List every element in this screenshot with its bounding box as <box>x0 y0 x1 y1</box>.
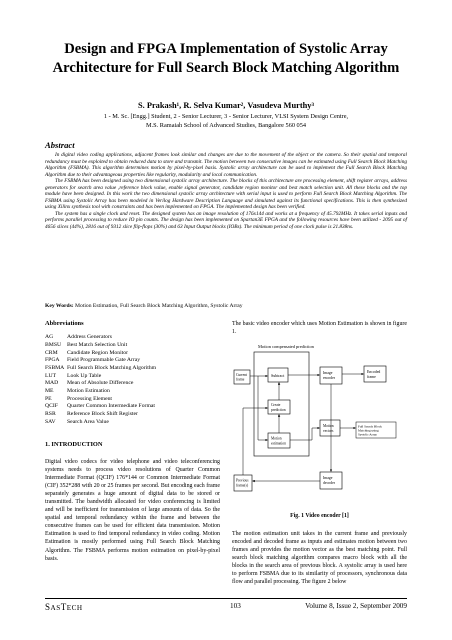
abbreviation-value: Address Generators <box>67 334 113 341</box>
subtract-label: Subtract <box>271 373 285 378</box>
abbreviation-row <box>45 365 156 373</box>
mcp-label: Motion compensated prediction <box>258 344 314 349</box>
affiliation-line-1: 1 - M. Sc. [Engg.] Student, 2 - Senior Lecturer, 3 - Senior Lecturer, VLSI System Design Centre, <box>103 113 349 120</box>
figure-caption: Fig. 1 Video encoder [1] <box>290 513 349 519</box>
right-column-body-text: The motion estimation unit takes in the current frame and previously encoded and decoded frame as inputs and estimates motion between two frames and provides the motion vector as the best matching point. Full search block matching algorithm compares macro block with all the blocks in the search area of previous block. A systolic array is used here to perform FSBMA due to its similarity of processors, synchronous data flow and parallel processing. The figure 2 below <box>232 531 407 586</box>
abbreviation-key: CRM <box>45 349 58 356</box>
annotation-line-2: Matching using <box>358 428 379 433</box>
current-frame-label-2: frame <box>236 377 245 382</box>
abbreviation-row <box>45 380 156 388</box>
abbreviation-value: Search Area Value <box>67 418 109 425</box>
introduction-text: Digital video codecs for video telephone and video teleconferencing systems needs to process video resolutions of Quarter Common Intermediate Format (QCIF) 176*144 or Common Intermediate Format (CIF) 352*288 with 20 or 25 frames per second. But encoding each frame separately generates a huge amount of digital data to be stored or transmitted. The bandwidth allocated for video conferencing is limited and will be inefficient for transmission of large amounts of data. So the spatial and temporal redundancy within the frame and between the consecutive frames can be used for efficient data transmission. Motion Estimation is used to find temporal redundancy in video coding. Motion Estimation is mostly performed using Full Search Block Matching Algorithm. The FSBMA performs motion estimation on pixel-by-pixel basis. <box>45 459 220 562</box>
abstract-paragraph-1: In digital video coding applications, adjacent frames look similar and changes are due to the movement of the object or the camera. So their spatial and temporal redundancy must be exploited to obtain reduced data to store and transmit. The motion between two consecutive images can be estimated using Full Search Block Matching Algorithm (FSBMA). This algorithm determines motion by pixel-by-pixel basis. Systolic array architecture can be used to implement the Full Search Block Matching Algorithm due to their advantageous properties like regularity, modularity and local communication. <box>45 152 407 178</box>
image-decoder-label-1: Image <box>323 476 333 480</box>
page-number: 103 <box>230 602 241 610</box>
journal-name: SASTECH <box>45 602 83 612</box>
abbreviation-value: Motion Estimation <box>67 388 110 395</box>
create-prediction-label-1: Create <box>271 403 281 407</box>
abbreviation-value: Mean of Absolute Difference <box>67 380 134 387</box>
introduction-heading: 1. INTRODUCTION <box>45 441 103 448</box>
abbreviation-value: Field Programmable Gate Array <box>67 357 141 364</box>
image-decoder-label-2: decoder <box>323 481 336 485</box>
abbreviations-table <box>45 334 156 426</box>
abstract-paragraph-2: The FSBMA has been designed using two dimensional systolic array architecture. The blocks of this architecture are processing element, shift register arrays, address generators for search area value ,reference block value, enable signal generator, candidate region monitor and best match selection unit. All these blocks and the top module have been designed. In this work the two dimensional systolic array architecture with serial input is used to perform Full Search Block Matching Algorithm. The FSBMA using Systolic Array has been modeled in Verilog Hardware Description Language and simulated against its functional specifications. This is then synthesized using Xilinx synthesis tool with constraints and has been implemented on FPGA. The implemented design has been verified. <box>45 178 407 211</box>
keywords-label: Key Words: <box>45 303 74 309</box>
previous-frames-label-2: frame(s) <box>236 483 249 488</box>
annotation-line-3: Systolic Array <box>358 432 377 437</box>
abbreviation-value: Quarter Common Intermediate Format <box>67 403 155 410</box>
image-encoder-label-1: Image <box>323 371 333 375</box>
abbreviation-row <box>45 342 156 350</box>
abbreviation-key: FSBMA <box>45 364 65 371</box>
abbreviation-row <box>45 388 156 396</box>
encoded-frame-box <box>364 366 386 382</box>
annotation-line-1: Full Search Block <box>358 424 382 429</box>
abbreviations-section <box>45 320 220 427</box>
keywords <box>45 303 407 310</box>
image-encoder-label-2: encoder <box>323 376 336 380</box>
abbreviation-row <box>45 396 156 404</box>
abbreviation-key: LUT <box>45 372 57 379</box>
create-prediction-label-2: prediction <box>271 408 286 412</box>
author-list: S. Prakash¹, R. Selva Kumar², Vasudeva Murthy³ <box>138 101 314 110</box>
abbreviation-value: Best Match Selection Unit <box>67 341 128 348</box>
abbreviation-row <box>45 350 156 358</box>
footer-rule <box>45 598 407 599</box>
abbreviation-key: AG <box>45 334 54 341</box>
abbreviation-key: PE <box>45 395 52 402</box>
abbreviation-key: FPGA <box>45 357 60 364</box>
motion-estimation-label-1: Motion <box>271 436 282 441</box>
encoded-frame-label-2: frame <box>367 375 376 379</box>
abbreviation-key: QCIF <box>45 403 58 410</box>
abbreviation-key: ME <box>45 388 54 395</box>
paper-title: Design and FPGA Implementation of Systolic Array Architecture for Full Search Block Matching Algorithm <box>52 41 400 76</box>
abstract-body <box>45 152 407 231</box>
motion-vectors-label-1: Motion <box>323 424 334 428</box>
motion-vectors-box <box>320 420 340 436</box>
motion-estimation-box <box>268 433 290 448</box>
abbreviation-key: MAD <box>45 380 59 387</box>
abstract-heading: Abstract <box>45 140 75 150</box>
figure-intro-text: The basic video encoder which uses Motion Estimation is shown in figure 1. <box>232 321 407 336</box>
abbreviation-value: Processing Element <box>67 395 113 402</box>
abbreviation-key: SAV <box>45 418 56 425</box>
motion-estimation-label-2: estimation <box>271 441 286 446</box>
abbreviation-value: Look Up Table <box>67 372 102 379</box>
current-frame-label-1: Current <box>236 373 247 377</box>
video-encoder-diagram <box>232 340 407 510</box>
motion-vectors-label-2: vectors <box>323 429 334 433</box>
abbreviation-value: Candidate Region Monitor <box>67 349 128 356</box>
abbreviation-row <box>45 411 156 419</box>
abbreviation-value: Full Search Block Matching Algorithm <box>67 364 157 371</box>
abbreviation-row <box>45 403 156 411</box>
keywords-text: Motion Estimation, Full Search Block Matching Algorithm, Systolic Array <box>73 303 243 309</box>
abbreviation-row <box>45 419 156 427</box>
abbreviation-key: RSR <box>45 411 56 418</box>
encoded-frame-label-1: Encoded <box>367 370 381 374</box>
abbreviation-key: BMSU <box>45 341 62 348</box>
previous-frames-label-1: Previous <box>236 478 249 483</box>
abbreviation-value: Reference Block Shift Register <box>67 411 138 418</box>
abbreviation-row <box>45 357 156 365</box>
affiliation-line-2: M.S. Ramaiah School of Advanced Studies, Bangalore 560 054 <box>145 122 307 129</box>
abbreviations-heading: Abbreviations <box>45 320 84 327</box>
abstract-paragraph-3: The system has a single clock and reset. The designed system has an image resolution of 176x144 and works at a frequency of 45.792MHz. It takes serial inputs and performs parallel processing to reduce IO pin counts. The design has been implemented on Spartan3E FPGA and the following resources have been utilized - 2095 out of 4656 slices (44%), 2816 out of 9312 slice flip-flops (30%) and 63 Input Output blocks (IOBs). The minimum period of one clock pulse is 21.838ns. <box>45 210 407 231</box>
volume-info: Volume 8, Issue 2, September 2009 <box>305 602 407 610</box>
abbreviation-row <box>45 334 156 342</box>
